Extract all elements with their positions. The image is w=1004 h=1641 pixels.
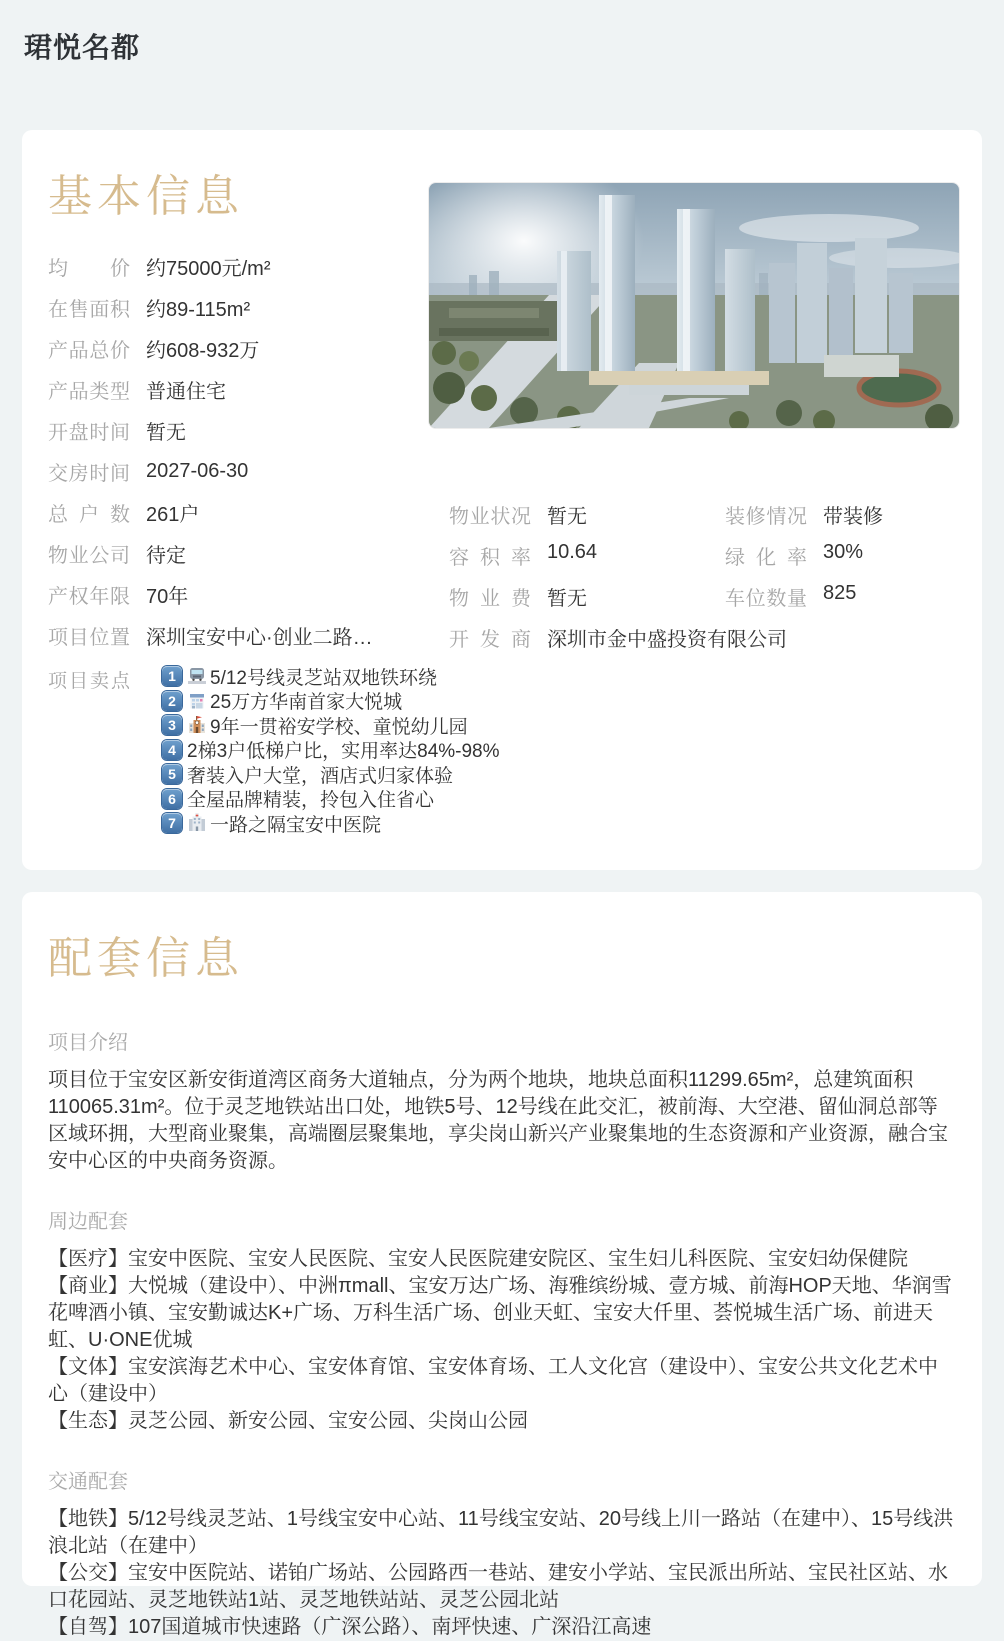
facility-info-card	[22, 892, 982, 1638]
info-field-row	[48, 369, 428, 410]
field-label: 均价	[48, 258, 130, 280]
school-icon	[187, 715, 207, 735]
selling-point-item	[162, 664, 500, 689]
info-field-row	[48, 533, 428, 574]
field-value: 带装修	[823, 506, 883, 528]
field-label: 容积率	[449, 547, 531, 569]
field-label: 物业费	[449, 588, 531, 610]
info-field	[725, 582, 856, 611]
field-label: 项目位置	[48, 627, 130, 649]
field-value: 暂无	[146, 422, 186, 444]
page-title: 珺悦名都	[24, 32, 141, 63]
info-field	[725, 500, 883, 529]
field-label: 产品类型	[48, 381, 130, 403]
facility-paragraph: 【商业】大悦城（建设中）、中洲πmall、宝安万达广场、海雅缤纷城、壹方城、前海HOP天地、华润雪花啤酒小镇、宝安勤诚达K+广场、万科生活广场、创业天虹、宝安大仟里、荟悦城生活广场、前进天虹、U·ONE优城	[48, 1275, 952, 1351]
number-badge: 2	[162, 691, 182, 711]
station-icon	[187, 666, 207, 686]
info-field-row	[48, 615, 428, 656]
info-field-row	[449, 535, 969, 576]
basic-info-card	[22, 130, 982, 870]
selling-points-label: 项目卖点	[48, 671, 130, 692]
selling-point-item	[162, 811, 500, 836]
selling-points-list	[162, 664, 500, 836]
field-value: 深圳宝安中心·创业二路…	[146, 627, 373, 649]
field-value: 深圳市金中盛投资有限公司	[547, 629, 787, 651]
info-field-row	[48, 492, 428, 533]
info-field-row	[48, 246, 428, 287]
info-field	[449, 623, 787, 652]
field-label: 物业状况	[449, 506, 531, 528]
mall-icon	[187, 691, 207, 711]
number-badge: 1	[162, 666, 182, 686]
selling-point-text: 9年一贯裕安学校、童悦幼儿园	[210, 716, 468, 738]
selling-point-text: 全屋品牌精装，拎包入住省心	[187, 790, 435, 812]
facility-paragraph: 【自驾】107国道城市快速路（广深公路）、南坪快速、广深沿江高速	[48, 1616, 652, 1638]
facility-paragraph: 【医疗】宝安中医院、宝安人民医院、宝安人民医院建安院区、宝生妇儿科医院、宝安妇幼保健院	[48, 1248, 908, 1270]
field-label: 开盘时间	[48, 422, 130, 444]
facility-paragraph: 项目位于宝安区新安街道湾区商务大道轴点，分为两个地块，地块总面积11299.65m²，总建筑面积110065.31m²。位于灵芝地铁站出口处，地铁5号、12号线在此交汇，被前海、大空港、留仙洞总部等区域环拥，大型商业聚集，高端圈层聚集地，享尖岗山新兴产业聚集地的生态资源和产业资源，融合宝安中心区的中央商务资源。	[48, 1069, 948, 1172]
selling-point-text: 2梯3户低梯户比，实用率达84%-98%	[187, 741, 500, 763]
basic-info-left-fields	[48, 246, 428, 656]
info-field-row	[48, 574, 428, 615]
field-label: 车位数量	[725, 588, 807, 610]
facility-groups	[22, 892, 982, 1641]
selling-point-text: 5/12号线灵芝站双地铁环绕	[210, 667, 437, 689]
field-value: 暂无	[547, 588, 587, 610]
info-field	[449, 541, 725, 570]
field-label: 产权年限	[48, 586, 130, 608]
info-field-row	[449, 494, 969, 535]
facility-paragraph: 【文体】宝安滨海艺术中心、宝安体育馆、宝安体育场、工人文化宫（建设中）、宝安公共文化艺术中心（建设中）	[48, 1356, 938, 1405]
facility-paragraph: 【地铁】5/12号线灵芝站、1号线宝安中心站、11号线宝安站、20号线上川一路站（在建中）、15号线洪浪北站（在建中）	[48, 1508, 954, 1557]
field-label: 产品总价	[48, 340, 130, 362]
info-field-row	[449, 576, 969, 617]
number-badge: 4	[162, 740, 182, 760]
field-value: 261户	[146, 504, 200, 526]
field-value: 10.64	[547, 541, 598, 563]
selling-point-text: 奢装入户大堂，酒店式归家体验	[187, 765, 454, 787]
field-label: 物业公司	[48, 545, 130, 567]
selling-points-block	[48, 664, 500, 836]
field-value: 825	[823, 582, 857, 604]
field-value: 暂无	[547, 506, 587, 528]
field-value: 普通住宅	[146, 381, 226, 403]
subsection-title: 项目介绍	[48, 1032, 128, 1054]
facility-info-section-title: 配套信息	[48, 934, 244, 983]
subsection-title: 周边配套	[48, 1211, 128, 1233]
info-field-row	[48, 287, 428, 328]
basic-info-section-title: 基本信息	[48, 172, 244, 221]
selling-point-item	[162, 689, 500, 714]
basic-info-right-fields	[449, 494, 969, 658]
field-label: 总户数	[48, 504, 130, 526]
number-badge: 7	[162, 813, 182, 833]
selling-point-item	[162, 713, 500, 738]
info-field	[725, 541, 863, 570]
field-label: 在售面积	[48, 299, 130, 321]
field-label: 装修情况	[725, 506, 807, 528]
selling-point-text: 25万方华南首家大悦城	[210, 692, 403, 714]
facility-paragraph: 【公交】宝安中医院站、诺铂广场站、公园路西一巷站、建安小学站、宝民派出所站、宝民社区站、水口花园站、灵芝地铁站1站、灵芝地铁站站、灵芝公园北站	[48, 1562, 948, 1611]
facility-paragraph: 【生态】灵芝公园、新安公园、宝安公园、尖岗山公园	[48, 1410, 528, 1432]
field-value: 2027-06-30	[146, 460, 249, 482]
field-value: 约89-115m²	[146, 299, 251, 321]
info-field	[449, 500, 725, 529]
field-value: 70年	[146, 586, 189, 608]
field-label: 开发商	[449, 629, 531, 651]
field-value: 约608-932万	[146, 340, 260, 362]
field-value: 待定	[146, 545, 186, 567]
number-badge: 5	[162, 764, 182, 784]
number-badge: 6	[162, 789, 182, 809]
field-value: 30%	[823, 541, 864, 563]
number-badge: 3	[162, 715, 182, 735]
info-field-row	[449, 617, 969, 658]
info-field-row	[48, 328, 428, 369]
hospital-icon	[187, 813, 207, 833]
field-label: 绿化率	[725, 547, 807, 569]
field-value: 约75000元/m²	[146, 258, 271, 280]
selling-point-item	[162, 762, 500, 787]
info-field	[449, 582, 725, 611]
subsection-title: 交通配套	[48, 1471, 128, 1493]
property-render-illustration	[429, 183, 959, 428]
field-label: 交房时间	[48, 463, 130, 485]
selling-point-item	[162, 738, 500, 763]
info-field-row	[48, 410, 428, 451]
selling-point-item	[162, 787, 500, 812]
property-render-image[interactable]	[428, 182, 960, 429]
info-field-row	[48, 451, 428, 492]
selling-point-text: 一路之隔宝安中医院	[210, 814, 382, 836]
